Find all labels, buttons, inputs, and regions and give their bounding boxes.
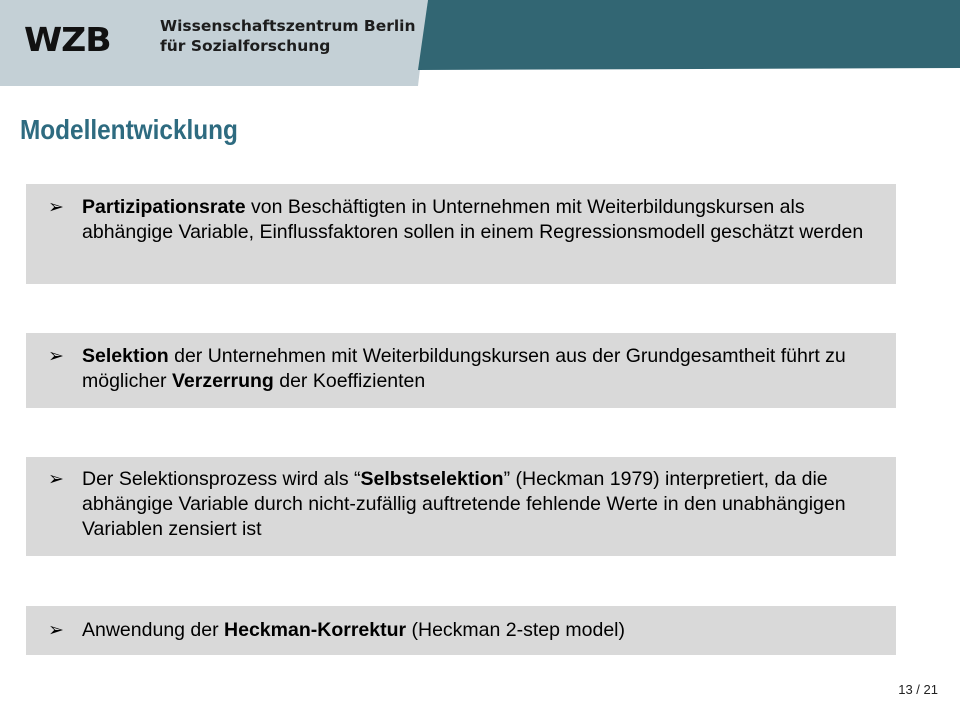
- bullet-3-text-2: ” (Heckman 1979) interpretiert, da die abhängige Variable durch nicht-zufällig auftretende fehlende Werte in den unabhängigen Variablen zensiert ist: [82, 468, 846, 540]
- bullet-2-bold-2: Verzerrung: [171, 370, 274, 392]
- header-band: [0, 0, 960, 86]
- bullet-2-text-2: der Koeffizienten: [273, 370, 426, 392]
- slide-title: Modellentwicklung: [20, 114, 238, 145]
- bullet-arrow-icon: ➢: [48, 196, 64, 218]
- wzb-logo: WZB: [24, 20, 111, 59]
- bullet-text-4: [82, 618, 882, 643]
- header-band-dark: [418, 0, 960, 70]
- bullet-arrow-icon: ➢: [48, 468, 64, 490]
- bullet-box-3: [26, 457, 896, 556]
- bullet-3-text-1: Der Selektionsprozess wird als “: [82, 468, 361, 490]
- bullet-text-1: [82, 195, 882, 245]
- page-number: 13 / 21: [898, 682, 938, 697]
- bullet-1-bold: Partizipationsrate: [82, 196, 246, 218]
- bullet-1-text: von Beschäftigten in Unternehmen mit Weiterbildungskursen als abhängige Variable, Einflussfaktoren sollen in einem Regressionsmodell geschätzt werden: [82, 196, 864, 243]
- bullet-4-text-1: Anwendung der: [82, 619, 225, 641]
- bullet-2-bold-1: Selektion: [82, 345, 169, 367]
- bullet-2-text-1: der Unternehmen mit Weiterbildungskursen aus der Grundgesamtheit führt zu möglicher: [82, 345, 846, 392]
- organization-name-line2: für Sozialforschung: [160, 37, 331, 55]
- organization-name: [160, 16, 416, 56]
- bullet-4-bold: Heckman-Korrektur: [224, 619, 407, 641]
- bullet-box-1: [26, 184, 896, 284]
- bullet-text-2: [82, 344, 882, 394]
- bullet-3-bold: Selbstselektion: [360, 468, 504, 490]
- bullet-arrow-icon: ➢: [48, 345, 64, 367]
- bullet-box-4: [26, 606, 896, 655]
- bullet-box-2: [26, 333, 896, 408]
- bullet-text-3: [82, 467, 882, 542]
- bullet-arrow-icon: ➢: [48, 619, 64, 641]
- organization-name-line1: Wissenschaftszentrum Berlin: [160, 17, 416, 35]
- bullet-4-text-2: (Heckman 2-step model): [406, 619, 626, 641]
